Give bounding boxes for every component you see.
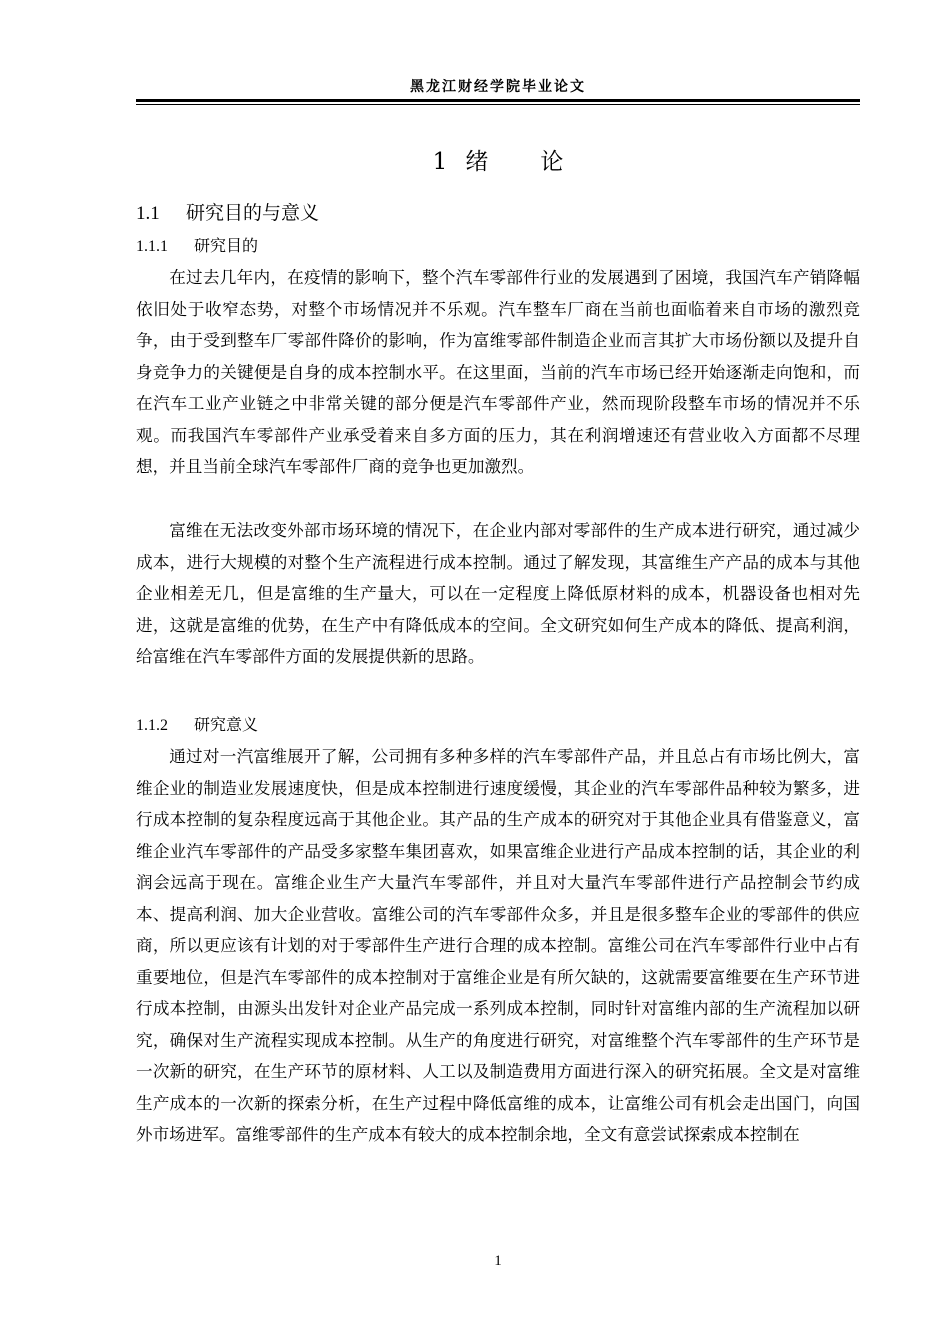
running-header: 黑龙江财经学院毕业论文 <box>410 79 586 95</box>
section-title: 研究目的与意义 <box>186 202 320 224</box>
subsection-title: 研究目的 <box>194 236 259 255</box>
page-number: 1 <box>494 1253 502 1269</box>
subsection-number: 1.1.2 <box>136 717 168 734</box>
subsection-heading-1-1-1 <box>136 235 258 258</box>
section-number: 1.1 <box>136 203 160 224</box>
header-rule-thin <box>136 104 860 105</box>
header-rule-thick <box>136 99 860 102</box>
chapter-title <box>136 146 860 178</box>
chapter-title-part2: 论 <box>540 149 564 175</box>
chapter-title-part1: 绪 <box>465 149 489 175</box>
subsection-heading-1-1-2 <box>136 714 258 737</box>
section-heading-1-1 <box>136 201 319 226</box>
paragraph: 富维在无法改变外部市场环境的情况下，在企业内部对零部件的生产成本进行研究，通过减少成本，进行大规模的对整个生产流程进行成本控制。通过了解发现，其富维生产产品的成本与其他企业相差无几，但是富维的生产量大，可以在一定程度上降低原材料的成本，机器设备也相对先进，这就是富维的优势，在生产中有降低成本的空间。全文研究如何生产成本的降低、提高利润，给富维在汽车零部件方面的发展提供新的思路。 <box>136 521 860 666</box>
subsection-title: 研究意义 <box>194 715 259 734</box>
subsection-number: 1.1.1 <box>136 238 168 255</box>
paragraph: 在过去几年内，在疫情的影响下，整个汽车零部件行业的发展遇到了困境，我国汽车产销降幅依旧处于收窄态势，对整个市场情况并不乐观。汽车整车厂商在当前也面临着来自市场的激烈竞争，由于受到整车厂零部件降价的影响，作为富维零部件制造企业而言其扩大市场份额以及提升自身竞争力的关键便是自身的成本控制水平。在这里面，当前的汽车市场已经开始逐渐走向饱和，而在汽车工业产业链之中非常关键的部分便是汽车零部件产业，然而现阶段整车市场的情况并不乐观。而我国汽车零部件产业承受着来自多方面的压力，其在利润增速还有营业收入方面都不尽理想，并且当前全球汽车零部件厂商的竞争也更加激烈。 <box>136 268 860 476</box>
chapter-number: 1 <box>432 149 448 175</box>
paragraph: 通过对一汽富维展开了解，公司拥有多种多样的汽车零部件产品，并且总占有市场比例大，富维企业的制造业发展速度快，但是成本控制进行速度缓慢，其企业的汽车零部件品种较为繁多，进行成本控制的复杂程度远高于其他企业。其产品的生产成本的研究对于其他企业具有借鉴意义，富维企业汽车零部件的产品受多家整车集团喜欢，如果富维企业进行产品成本控制的话，其企业的利润会远高于现在。富维企业生产大量汽车零部件，并且对大量汽车零部件进行产品控制会节约成本、提高利润、加大企业营收。富维公司的汽车零部件众多，并且是很多整车企业的零部件的供应商，所以更应该有计划的对于零部件生产进行合理的成本控制。富维公司在汽车零部件行业中占有重要地位，但是汽车零部件的成本控制对于富维企业是有所欠缺的，这就需要富维要在生产环节进行成本控制，由源头出发针对企业产品完成一系列成本控制，同时针对富维内部的生产流程加以研究，确保对生产流程实现成本控制。从生产的角度进行研究，对富维整个汽车零部件的生产环节是一次新的研究，在生产环节的原材料、人工以及制造费用方面进行深入的研究拓展。全文是对富维生产成本的一次新的探索分析，在生产过程中降低富维的成本，让富维公司有机会走出国门，向国外市场进军。富维零部件的生产成本有较大的成本控制余地，全文有意尝试探索成本控制在 <box>136 747 860 1144</box>
